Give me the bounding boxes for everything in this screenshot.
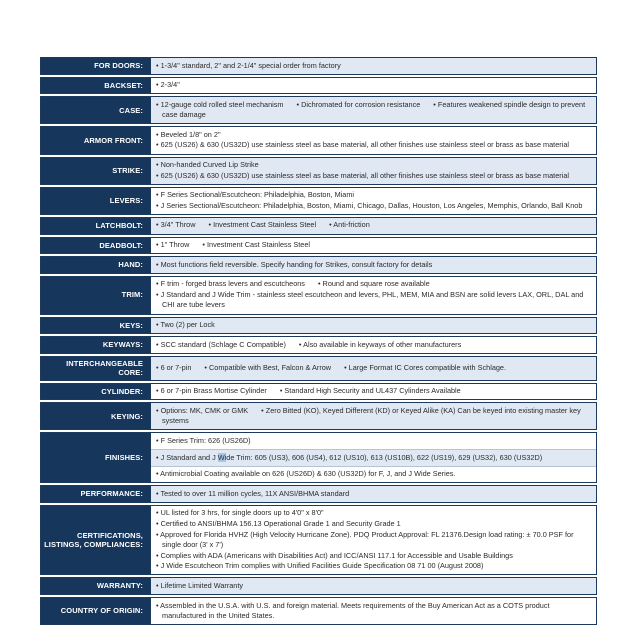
- row-label: DEADBOLT:: [41, 238, 151, 254]
- content-line: [156, 363, 592, 374]
- spec-row: [40, 402, 597, 430]
- row-label: CASE:: [41, 97, 151, 123]
- row-content: [151, 506, 596, 575]
- row-label: STRIKE:: [41, 158, 151, 184]
- bullet-item: • 6 or 7-pin Brass Mortise Cylinder: [156, 386, 267, 396]
- content-subrow: [151, 238, 596, 254]
- spec-row: [40, 237, 597, 255]
- bullet-item: • 1-3/4" standard, 2" and 2-1/4" special order from factory: [156, 60, 341, 70]
- row-label: ARMOR FRONT:: [41, 127, 151, 153]
- content-subrow: [151, 506, 596, 575]
- content-line: [156, 171, 592, 182]
- bullet-item: • Anti-friction: [329, 220, 370, 230]
- content-line: [156, 406, 592, 427]
- content-line: [156, 290, 592, 311]
- bullet-item: • Lifetime Limited Warranty: [156, 580, 244, 590]
- content-line: [156, 61, 592, 72]
- row-label: KEYING:: [41, 403, 151, 429]
- content-line: [156, 201, 592, 212]
- bullet-item: • Dichromated for corrosion resistance: [296, 99, 421, 109]
- bullet-item: • J Wide Escutcheon Trim complies with Unified Facilities Guide Specification 08 71 00 (August 2008): [156, 561, 484, 571]
- content-line: [156, 581, 592, 592]
- row-content: [151, 257, 596, 273]
- spec-row: [40, 96, 597, 124]
- spec-row: [40, 505, 597, 576]
- row-content: [151, 238, 596, 254]
- content-line: [156, 260, 592, 271]
- content-line: [156, 519, 592, 530]
- content-line: [156, 160, 592, 171]
- bullet-item: • 12-gauge cold rolled steel mechanism: [156, 99, 284, 109]
- bullet-item: • Options: MK, CMK or GMK: [156, 405, 249, 415]
- content-line: [156, 508, 592, 519]
- row-label: KEYS:: [41, 318, 151, 334]
- content-line: [156, 100, 592, 121]
- spec-row: [40, 383, 597, 401]
- content-line: [156, 220, 592, 231]
- row-label: PERFORMANCE:: [41, 486, 151, 502]
- bullet-item: • 1" Throw: [156, 240, 190, 250]
- spec-row: [40, 276, 597, 315]
- row-content: [151, 384, 596, 400]
- bullet-item: • Approved for Florida HVHZ (High Velocity Hurricane Zone). PDQ Product Approval: FL 21376.Design load rating: ± 70.0 PSF for single door (3' x 7'): [156, 529, 574, 550]
- spec-row: [40, 126, 597, 154]
- content-subrow: [151, 598, 596, 624]
- content-subrow: [151, 318, 596, 334]
- spec-row: [40, 432, 597, 483]
- bullet-item: • Also available in keyways of other manufacturers: [298, 339, 462, 349]
- spec-row: [40, 597, 597, 625]
- bullet-item: • J Standard and J Wide Trim - stainless steel escutcheon and levers, PHL, MEM, MIA and BSN are solid levers LAX, ORL, DAL and CHI are tube levers: [156, 289, 584, 310]
- row-content: [151, 218, 596, 234]
- content-subrow: [151, 384, 596, 400]
- bullet-item: • Standard High Security and UL437 Cylinders Available: [279, 386, 461, 396]
- bullet-item: • 625 (US26) & 630 (US32D) use stainless steel as base material, all other finishes use stainless steel or brass as base material: [156, 170, 569, 180]
- content-subrow: [151, 188, 596, 214]
- spec-row: [40, 317, 597, 335]
- content-line: [156, 469, 592, 480]
- content-subrow: [151, 158, 596, 184]
- bullet-item: • Certified to ANSI/BHMA 156.13 Operational Grade 1 and Security Grade 1: [156, 518, 401, 528]
- content-line: [156, 140, 592, 151]
- content-subrow: [151, 127, 596, 153]
- bullet-item: • J Standard and J Wide Trim: 605 (US3), 606 (US4), 612 (US10), 613 (US10B), 622 (US19), 629 (US32), 630 (US32D): [156, 452, 543, 462]
- bullet-item: • F Series Sectional/Escutcheon: Philadelphia, Boston, Miami: [156, 190, 355, 200]
- row-label: FINISHES:: [41, 433, 151, 482]
- bullet-item: • Assembled in the U.S.A. with U.S. and foreign material. Meets requirements of the Buy American Act as a COTS product manufactured in the United States.: [156, 600, 550, 621]
- row-label: TRIM:: [41, 277, 151, 314]
- spec-row: [40, 157, 597, 185]
- bullet-item: • Round and square rose available: [317, 279, 430, 289]
- bullet-item: • Features weakened spindle design to prevent case damage: [162, 99, 586, 120]
- bullet-item: • 625 (US26) & 630 (US32D) use stainless steel as base material, all other finishes use stainless steel or brass as base material: [156, 140, 569, 150]
- bullet-item: • Antimicrobial Coating available on 626 (US26D) & 630 (US32D) for F, J, and J Wide Series.: [156, 469, 456, 479]
- content-line: [156, 530, 592, 551]
- row-label: LEVERS:: [41, 188, 151, 214]
- content-line: [156, 340, 592, 351]
- bullet-item: • 2-3/4": [156, 80, 180, 90]
- row-content: [151, 486, 596, 502]
- row-label: CYLINDER:: [41, 384, 151, 400]
- content-subrow: [151, 218, 596, 234]
- bullet-item: • Compatible with Best, Falcon & Arrow: [204, 362, 332, 372]
- row-content: [151, 97, 596, 123]
- spec-row: [40, 217, 597, 235]
- row-content: [151, 578, 596, 594]
- row-label: LATCHBOLT:: [41, 218, 151, 234]
- content-line: [156, 279, 592, 290]
- content-line: [156, 240, 592, 251]
- content-line: [156, 190, 592, 201]
- row-content: [151, 598, 596, 624]
- spec-row: [40, 187, 597, 215]
- content-subrow: [151, 466, 596, 483]
- content-subrow: [151, 403, 596, 429]
- row-content: [151, 78, 596, 94]
- bullet-item: • F trim - forged brass levers and escutcheons: [156, 279, 305, 289]
- content-line: [156, 436, 592, 447]
- row-content: [151, 158, 596, 184]
- spec-row: [40, 336, 597, 354]
- content-subrow: [151, 97, 596, 123]
- selection-highlight: Wi: [217, 452, 227, 462]
- row-content: [151, 337, 596, 353]
- bullet-item: • 6 or 7-pin: [156, 362, 192, 372]
- content-subrow: [151, 578, 596, 594]
- content-line: [156, 130, 592, 141]
- bullet-item: • F Series Trim: 626 (US26D): [156, 435, 251, 445]
- spec-row: [40, 577, 597, 595]
- spec-row: [40, 256, 597, 274]
- content-subrow: [151, 58, 596, 74]
- bullet-item: • 3/4" Throw: [156, 220, 196, 230]
- content-subrow: [151, 433, 596, 449]
- row-content: [151, 318, 596, 334]
- content-line: [156, 561, 592, 572]
- content-subrow: [151, 357, 596, 380]
- row-content: [151, 357, 596, 380]
- row-label: COUNTRY OF ORIGIN:: [41, 598, 151, 624]
- row-content: [151, 277, 596, 314]
- bullet-item: • Complies with ADA (Americans with Disabilities Act) and ICC/ANSI 117.1 for Accessible and Usable Buildings: [156, 550, 513, 560]
- content-line: [156, 386, 592, 397]
- bullet-item: • Non-handed Curved Lip Strike: [156, 160, 259, 170]
- row-label: BACKSET:: [41, 78, 151, 94]
- row-label: INTERCHANGEABLE CORE:: [41, 357, 151, 380]
- row-content: [151, 188, 596, 214]
- bullet-item: • UL listed for 3 hrs, for single doors up to 4'0" x 8'0": [156, 508, 324, 518]
- bullet-item: • Investment Cast Stainless Steel: [208, 220, 317, 230]
- content-line: [156, 489, 592, 500]
- row-label: HAND:: [41, 257, 151, 273]
- bullet-item: • Two (2) per Lock: [156, 320, 215, 329]
- bullet-item: • Most functions field reversible. Specify handing for Strikes, consult factory for details: [156, 259, 433, 269]
- bullet-item: • Tested to over 11 million cycles, 11X ANSI/BHMA standard: [156, 488, 350, 498]
- content-subrow: [151, 486, 596, 502]
- content-line: [156, 320, 592, 331]
- bullet-item: • J Series Sectional/Escutcheon: Philadelphia, Boston, Miami, Chicago, Dallas, Houston, Los Angeles, Memphis, Orlando, Ball Knob: [156, 200, 583, 210]
- content-line: [156, 551, 592, 562]
- bullet-item: • Investment Cast Stainless Steel: [202, 240, 311, 250]
- spec-row: [40, 77, 597, 95]
- row-label: WARRANTY:: [41, 578, 151, 594]
- content-subrow: [151, 337, 596, 353]
- row-content: [151, 403, 596, 429]
- content-line: [156, 80, 592, 91]
- spec-row: [40, 485, 597, 503]
- content-subrow: [151, 449, 596, 466]
- content-subrow: [151, 78, 596, 94]
- row-label: CERTIFICATIONS, LISTINGS, COMPLIANCES:: [41, 506, 151, 575]
- spec-row: [40, 57, 597, 75]
- content-line: [156, 453, 592, 464]
- row-content: [151, 127, 596, 153]
- content-subrow: [151, 257, 596, 273]
- product-spec-table: [40, 57, 597, 625]
- row-content: [151, 433, 596, 482]
- content-line: [156, 601, 592, 622]
- row-label: FOR DOORS:: [41, 58, 151, 74]
- bullet-item: • SCC standard (Schlage C Compatible): [156, 339, 286, 349]
- bullet-item: • Beveled 1/8" on 2": [156, 129, 221, 139]
- content-subrow: [151, 277, 596, 314]
- row-label: KEYWAYS:: [41, 337, 151, 353]
- row-content: [151, 58, 596, 74]
- spec-row: [40, 356, 597, 381]
- bullet-item: • Large Format IC Cores compatible with Schlage.: [344, 362, 507, 372]
- bullet-item: • Zero Bitted (KO), Keyed Different (KD) or Keyed Alike (KA) Can be keyed into existing master key systems: [162, 405, 581, 426]
